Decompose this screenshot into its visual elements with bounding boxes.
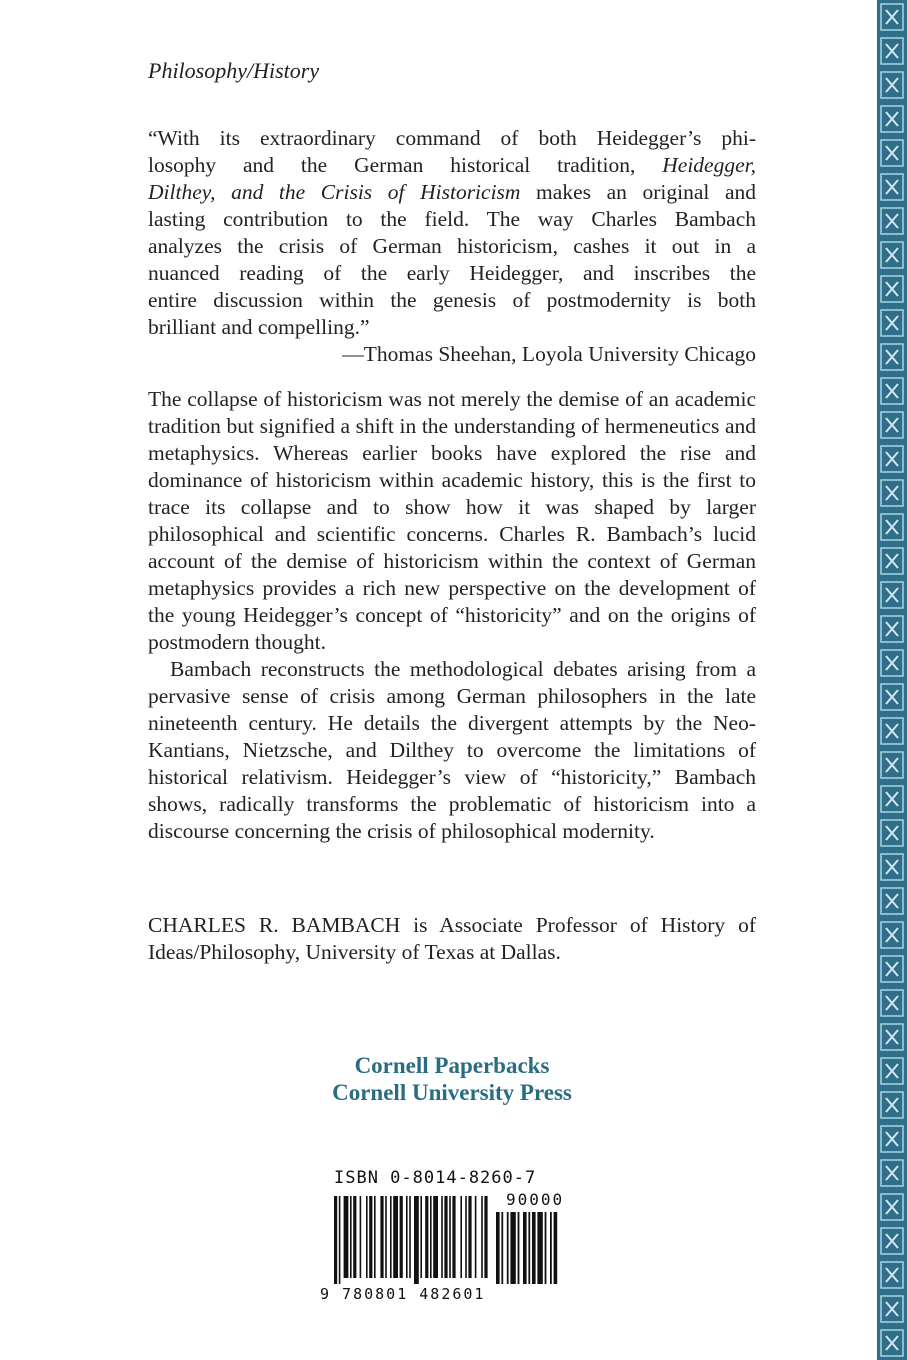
border-motif: [881, 140, 903, 166]
barcode-bar: [430, 1196, 432, 1278]
barcode-bar: [452, 1196, 455, 1278]
border-motif: [881, 1296, 903, 1322]
barcode-bar: [400, 1196, 403, 1278]
border-pattern: [877, 0, 907, 1360]
border-motif: [881, 1194, 903, 1220]
border-motif: [881, 174, 903, 200]
barcode-bar: [465, 1196, 467, 1278]
border-motif: [881, 344, 903, 370]
border-motif: [881, 378, 903, 404]
barcode-bar: [344, 1196, 349, 1278]
border-motif: [881, 990, 903, 1016]
barcode-addon-bar: [523, 1212, 527, 1284]
barcode-addon-bar: [496, 1212, 500, 1284]
border-motif: [881, 1330, 903, 1356]
barcode-addon-bar: [528, 1212, 530, 1284]
border-motif: [881, 650, 903, 676]
quote-line: lasting contribution to the field. The way Charles Bambach: [148, 207, 756, 231]
barcode-addon-bar: [507, 1212, 509, 1284]
border-motif: [881, 480, 903, 506]
barcode-bar: [484, 1196, 487, 1278]
border-motif: [881, 4, 903, 30]
barcode-bar: [406, 1196, 408, 1278]
border-motif: [881, 582, 903, 608]
barcode-bar: [441, 1196, 443, 1278]
publisher-name: Cornell University Press: [332, 1080, 572, 1105]
barcode-bar: [390, 1196, 392, 1278]
border-motif: [881, 1126, 903, 1152]
border-motif: [881, 514, 903, 540]
barcode-addon-bar: [537, 1212, 542, 1284]
barcode-bar: [449, 1196, 451, 1278]
border-motif: [881, 310, 903, 336]
description-paragraph: Bambach reconstructs the methodological debates arising from a pervasive sense of crisis among German philosophers in the late nineteenth century. He details the divergent attempts by the Neo-Kantians, Nietzsche, and Dilthey to overcome the limitations of historical relativism. Heidegger’s view of “historicity,” Bambach shows, radically transforms the problematic of historicism into a discourse concerning the crisis of philosophical modernity.: [148, 657, 756, 843]
book-title-italic: Heidegger,: [662, 153, 756, 177]
border-motif: [881, 820, 903, 846]
border-motif: [881, 446, 903, 472]
decorative-border: [877, 0, 907, 1360]
barcode-addon-bar: [518, 1212, 520, 1284]
endorsement-quote: [148, 125, 756, 368]
border-motif: [881, 956, 903, 982]
book-title-italic: Dilthey, and the Crisis of Historicism: [148, 180, 521, 204]
border-motif: [881, 1024, 903, 1050]
border-motif: [881, 1058, 903, 1084]
border-motif: [881, 752, 903, 778]
border-motif: [881, 616, 903, 642]
publisher-block: [148, 1052, 756, 1106]
barcode-bar: [380, 1196, 383, 1278]
barcode-bar: [334, 1196, 337, 1284]
barcode-bar: [425, 1196, 428, 1278]
barcode-bar: [414, 1196, 419, 1284]
barcode-addon-bar: [501, 1212, 503, 1284]
border-motif: [881, 276, 903, 302]
border-motif: [881, 106, 903, 132]
barcode-bar: [460, 1196, 462, 1278]
border-motif: [881, 548, 903, 574]
quote-line: nuanced reading of the early Heidegger, and inscribes the: [148, 261, 756, 285]
barcode-bar: [350, 1196, 352, 1278]
barcode-addon-bar: [550, 1212, 552, 1284]
author-bio: CHARLES R. BAMBACH is Associate Professor of History of Ideas/Philosophy, University of Texas at Dallas.: [148, 913, 756, 964]
barcode-bar: [433, 1196, 438, 1278]
barcode-addon-bar: [554, 1212, 558, 1284]
border-motif: [881, 1092, 903, 1118]
barcode-bar: [374, 1196, 376, 1278]
barcode-bar: [353, 1196, 356, 1278]
publisher-series: Cornell Paperbacks: [354, 1053, 550, 1078]
barcode-addon-bar: [545, 1212, 547, 1284]
barcode-bar: [369, 1196, 372, 1278]
border-motif: [881, 72, 903, 98]
barcode-bars: [320, 1196, 582, 1288]
barcode-number: 9 780801 482601: [320, 1285, 486, 1303]
isbn-label: ISBN 0-8014-8260-7: [334, 1168, 537, 1188]
border-motif: [881, 684, 903, 710]
border-motif: [881, 888, 903, 914]
book-description: [148, 386, 756, 845]
border-motif: [881, 242, 903, 268]
border-motif: [881, 922, 903, 948]
barcode-bar: [475, 1196, 477, 1278]
quote-line: entire discussion within the genesis of postmodernity is both: [148, 288, 756, 312]
quote-line: “With its extraordinary command of both Heidegger’s phi-: [148, 126, 756, 150]
barcode-bar: [468, 1196, 471, 1278]
barcode-addon-number: 90000: [506, 1190, 565, 1209]
barcode: [320, 1168, 582, 1308]
barcode-addon-bar: [510, 1212, 515, 1284]
quote-attribution: —Thomas Sheehan, Loyola University Chicago: [342, 342, 756, 366]
border-motif: [881, 1262, 903, 1288]
border-motif: [881, 208, 903, 234]
border-motif: [881, 1160, 903, 1186]
barcode-bar: [420, 1196, 422, 1278]
barcode-bar: [339, 1196, 341, 1284]
border-motif: [881, 718, 903, 744]
border-motif: [881, 1228, 903, 1254]
description-paragraph: The collapse of historicism was not merely the demise of an academic tradition but signified a shift in the understanding of hermeneutics and metaphysics. Whereas earlier books have explored the rise and dominance of historicism within academic history, this is the first to trace its collapse and to show how it was shaped by larger philosophical and scientific concerns. Charles R. Bambach’s lucid account of the demise of historicism within the context of German metaphysics provides a rich new perspective on the development of the young Heidegger’s concept of “historicity” and on the origins of postmodern thought.: [148, 387, 756, 654]
quote-line: losophy and the German historical tradition, Heidegger,: [148, 153, 756, 177]
border-motif: [881, 412, 903, 438]
border-motif: [881, 854, 903, 880]
barcode-bar: [444, 1196, 447, 1278]
category-label: Philosophy/History: [148, 58, 320, 83]
barcode-bar: [393, 1196, 398, 1278]
barcode-bar: [409, 1196, 411, 1278]
barcode-bar: [360, 1196, 362, 1278]
barcode-addon-bar: [532, 1212, 536, 1284]
barcode-bar: [385, 1196, 387, 1278]
border-motif: [881, 38, 903, 64]
border-motif: [881, 786, 903, 812]
barcode-bar: [366, 1196, 368, 1278]
quote-line: analyzes the crisis of German historicism, cashes it out in a: [148, 234, 756, 258]
quote-line: Dilthey, and the Crisis of Historicism makes an original and: [148, 180, 756, 204]
quote-line: brilliant and compelling.”: [148, 315, 370, 339]
barcode-bar: [481, 1196, 483, 1278]
